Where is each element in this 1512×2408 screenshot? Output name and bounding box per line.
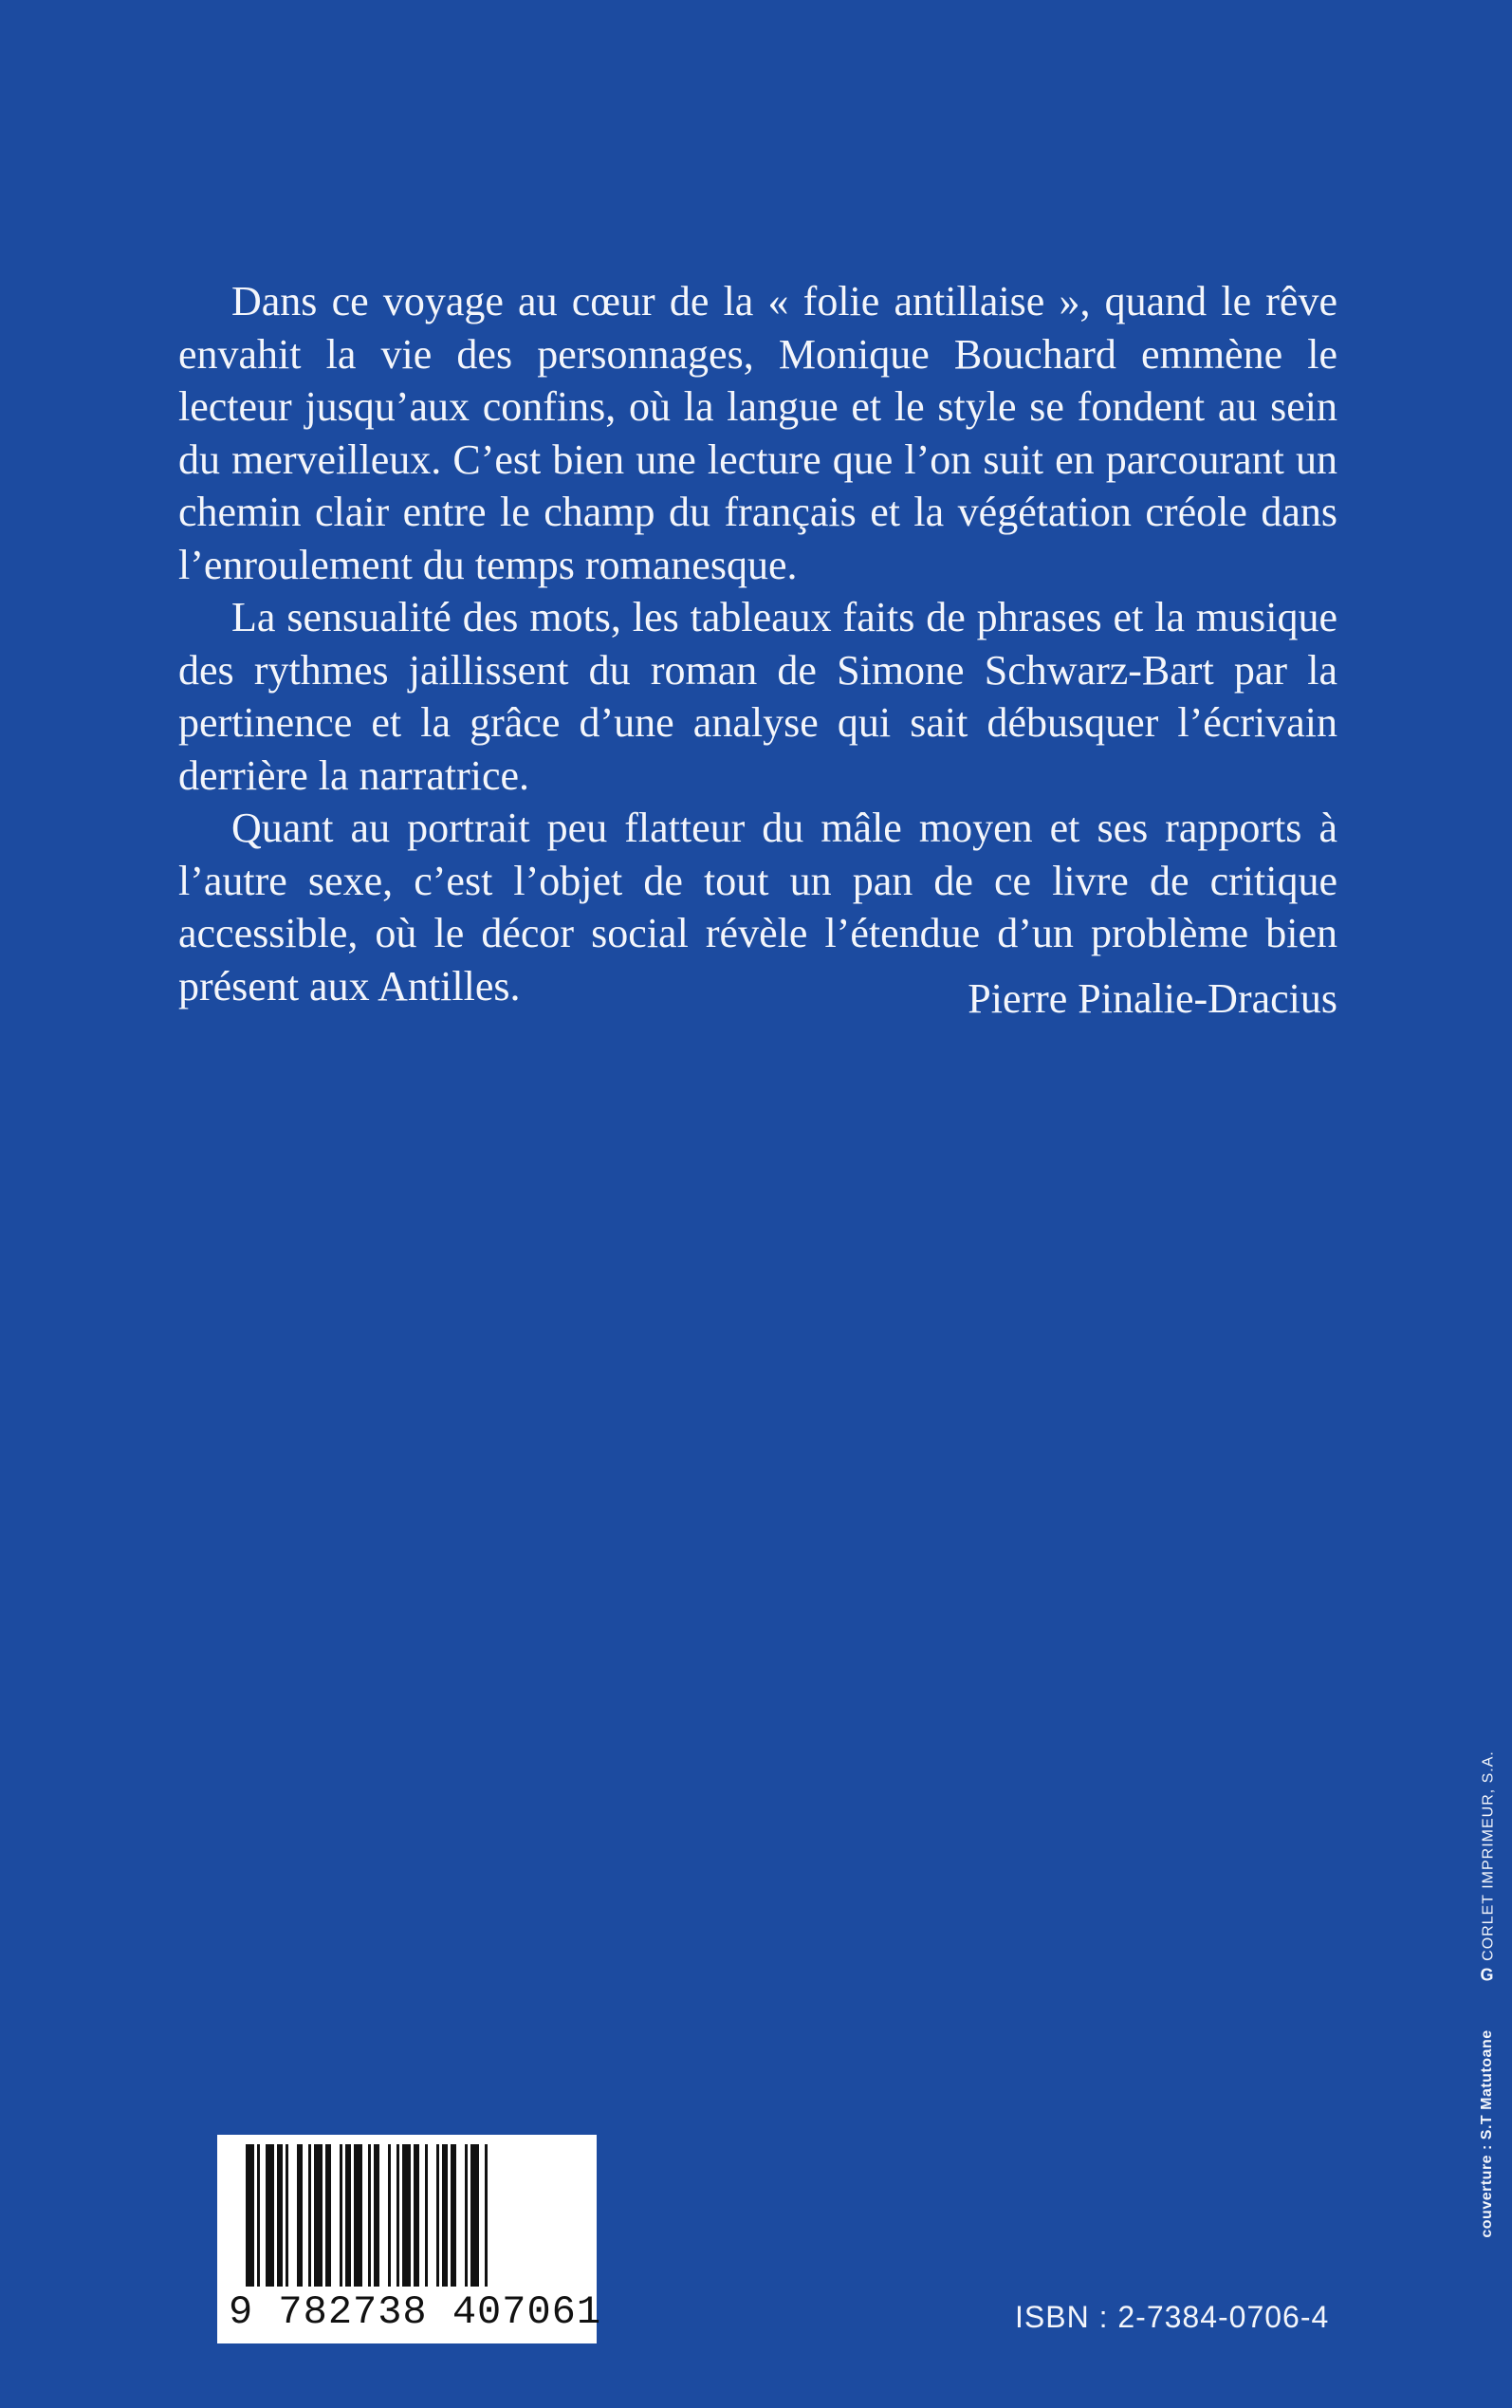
blurb-paragraph-2: La sensualité des mots, les tableaux faits de phrases et la musique des rythmes jaillissent du roman de Simone Schwarz-Bart par la pertinence et la grâce d’une analyse qui sait débusquer l’écrivain derrière la narratrice. [178,594,1337,799]
barcode-bar [266,2144,274,2287]
barcode-bar [436,2144,439,2287]
printer-logo-icon: G [1480,1965,1495,1985]
barcode-bar [442,2144,448,2287]
barcode-bar [314,2144,323,2287]
blurb-text [178,275,1337,1012]
barcode-bar [354,2144,362,2287]
barcode-bar [402,2144,411,2287]
barcode-bar [286,2144,288,2287]
barcode-bar [368,2144,371,2287]
barcode-bar [246,2144,254,2287]
blurb-paragraph-1: Dans ce voyage au cœur de la « folie antillaise », quand le rêve envahit la vie des personnages, Monique Bouchard emmène le lecteur jusqu’aux confins, où la langue et le style se fondent au sein du merveilleux. C’est bien une lecture que l’on suit en parcourant un chemin clair entre le champ du français et la végétation créole dans l’enroulement du temps romanesque. [178,278,1337,588]
barcode-bar [470,2144,479,2287]
author-signature: Pierre Pinalie-Dracius [968,975,1337,1022]
barcode-bar [297,2144,303,2287]
barcode-bar [277,2144,283,2287]
barcode-bar [465,2144,468,2287]
cover-credit: couverture : S.T Matutoane [1479,2029,1495,2238]
barcode-bar [396,2144,399,2287]
isbn-label: ISBN : 2-7384-0706-4 [1015,2300,1330,2334]
barcode-bar [374,2144,379,2287]
barcode-bar [257,2144,260,2287]
barcode-digits: 9 782738 407061 [229,2289,602,2335]
barcode-bar [485,2144,488,2287]
printer-credit-text: CORLET IMPRIMEUR, S.A. [1480,1750,1497,1961]
blurb-paragraph-3: Quant au portrait peu flatteur du mâle moyen et ses rapports à l’autre sexe, c’est l’objet de tout un pan de ce livre de critique accessible, où le décor social révèle l’étendue d’un problème bien présent aux Antilles. [178,805,1337,1010]
barcode-bar [451,2144,456,2287]
printer-credit [1478,1730,1498,2005]
barcode-bar [414,2144,419,2287]
barcode [217,2135,602,2343]
barcode-bar [345,2144,351,2287]
barcode-bar [340,2144,342,2287]
barcode-bar [388,2144,391,2287]
barcode-bar [425,2144,428,2287]
barcode-bar [325,2144,331,2287]
barcode-bar [308,2144,311,2287]
